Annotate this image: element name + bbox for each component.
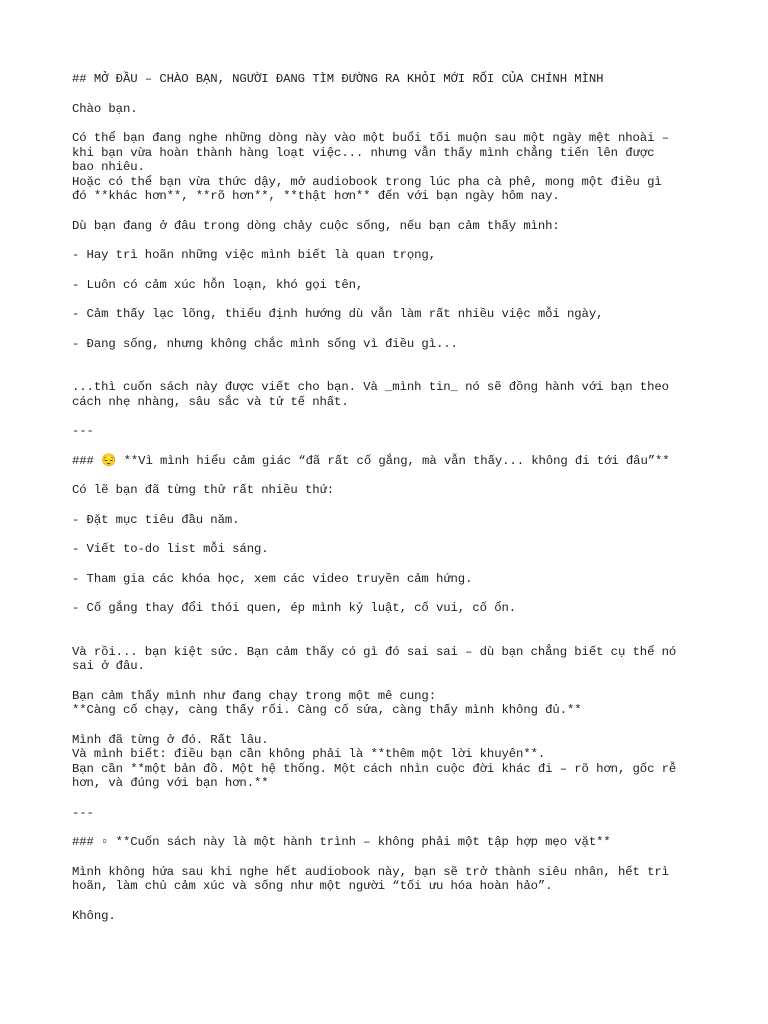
- section-heading: ### 😔 **Vì mình hiểu cảm giác “đã rất cố gắng, mà vẫn thấy... không đi tới đâu”**: [72, 453, 670, 468]
- been-there-line: hơn, và đúng với bạn hơn.**: [72, 776, 269, 790]
- divider: ---: [72, 424, 94, 438]
- been-there-line: Mình đã từng ở đó. Rất lâu.: [72, 732, 269, 747]
- divider: ---: [72, 805, 94, 820]
- been-there-line: Và mình biết: điều bạn cần không phải là **thêm một lời khuyên**.: [72, 747, 546, 761]
- intro-line: Có thể bạn đang nghe những dòng này vào một buổi tối muộn sau một ngày mệt nhoài –: [72, 131, 669, 145]
- book-for-you-line: cách nhẹ nhàng, sâu sắc và tử tế nhất.: [72, 394, 349, 409]
- tried-item: - Tham gia các khóa học, xem các video truyền cảm hứng.: [72, 571, 473, 586]
- section-heading: ### ▫ **Cuốn sách này là một hành trình – không phải một tập hợp mẹo vặt**: [72, 835, 611, 849]
- no-line: Không.: [72, 908, 116, 923]
- been-there-line: Bạn cần **một bản đồ. Một hệ thống. Một cách nhìn cuộc đời khác đi – rõ hơn, gốc rễ: [72, 761, 677, 776]
- wherever-line: Dù bạn đang ở đâu trong dòng chảy cuộc sống, nếu bạn cảm thấy mình:: [72, 218, 560, 233]
- main-heading: ## MỞ ĐẦU – CHÀO BẠN, NGƯỜI ĐANG TÌM ĐƯỜNG RA KHỎI MỚI RỐI CỦA CHÍNH MÌNH: [72, 72, 604, 86]
- feeling-item: - Đang sống, nhưng không chắc mình sống vì điều gì...: [72, 336, 458, 351]
- intro-line: Hoặc có thể bạn vừa thức dậy, mở audiobook trong lúc pha cà phê, mong một điều gì: [72, 174, 662, 189]
- tried-item: - Viết to-do list mỗi sáng.: [72, 542, 269, 556]
- greeting-line: Chào bạn.: [72, 101, 138, 116]
- maze-line: **Càng cố chạy, càng thấy rối. Càng cố sửa, càng thấy mình không đủ.**: [72, 703, 582, 717]
- feeling-item: - Hay trì hoãn những việc mình biết là quan trọng,: [72, 248, 436, 262]
- exhausted-line: Và rồi... bạn kiệt sức. Bạn cảm thấy có gì đó sai sai – dù bạn chẳng biết cụ thể nó: [72, 644, 677, 659]
- document-page: [72, 72, 712, 923]
- maze-line: Bạn cảm thấy mình như đang chạy trong một mê cung:: [72, 688, 436, 703]
- tried-intro-line: Có lẽ bạn đã từng thử rất nhiều thứ:: [72, 483, 335, 497]
- exhausted-line: sai ở đâu.: [72, 659, 145, 673]
- book-for-you-line: ...thì cuốn sách này được viết cho bạn. Và _mình tin_ nó sẽ đồng hành với bạn theo: [72, 380, 669, 394]
- tried-item: - Đặt mục tiêu đầu năm.: [72, 512, 240, 527]
- intro-line: đó **khác hơn**, **rõ hơn**, **thật hơn** đến với bạn ngày hôm nay.: [72, 189, 560, 203]
- intro-line: khi bạn vừa hoàn thành hàng loạt việc... nhưng vẫn thấy mình chẳng tiến lên được: [72, 145, 655, 160]
- feeling-item: - Luôn có cảm xúc hỗn loạn, khó gọi tên,: [72, 277, 364, 292]
- feeling-item: - Cảm thấy lạc lõng, thiếu định hướng dù vẫn làm rất nhiều việc mỗi ngày,: [72, 307, 604, 321]
- intro-line: bao nhiêu.: [72, 160, 145, 174]
- promise-line: hoãn, làm chủ cảm xúc và sống như một người “tối ưu hóa hoàn hảo”.: [72, 879, 553, 893]
- promise-line: Mình không hứa sau khi nghe hết audiobook này, bạn sẽ trở thành siêu nhân, hết trì: [72, 864, 669, 879]
- tried-item: - Cố gắng thay đổi thói quen, ép mình kỷ luật, cố vui, cố ổn.: [72, 601, 517, 615]
